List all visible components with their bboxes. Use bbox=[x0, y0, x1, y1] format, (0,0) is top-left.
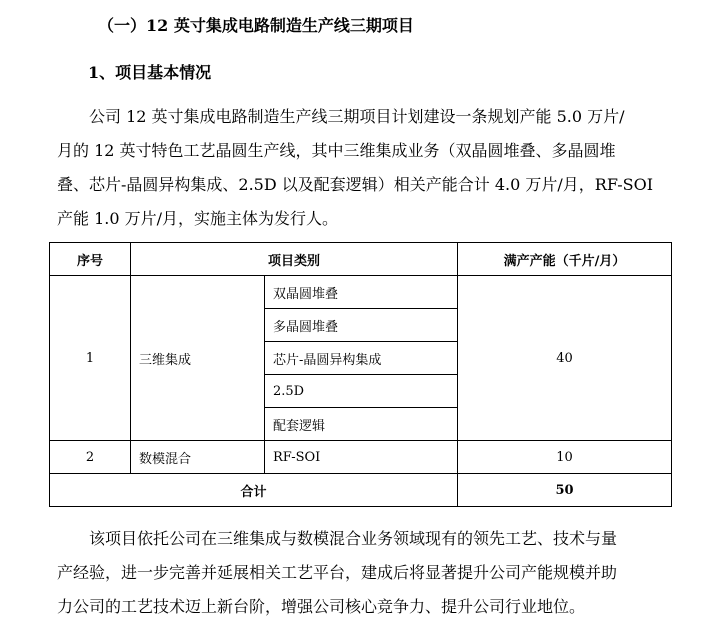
paragraph-line: 力公司的工艺技术迈上新台阶，增强公司核心竞争力、提升公司行业地位。 bbox=[57, 597, 586, 616]
project-description-paragraph bbox=[57, 100, 669, 236]
row-item: 双晶圆堆叠 bbox=[265, 276, 458, 309]
paragraph-line: 月的 12 英寸特色工艺晶圆生产线，其中三维集成业务（双晶圆堆叠、多晶圆堆 bbox=[57, 141, 616, 160]
table-row bbox=[50, 441, 672, 474]
paragraph-line: 产能 1.0 万片/月，实施主体为发行人。 bbox=[57, 209, 339, 228]
row-item: RF-SOI bbox=[265, 441, 458, 474]
section-title: （一）12 英寸集成电路制造生产线三期项目 bbox=[98, 16, 414, 35]
total-label: 合计 bbox=[50, 474, 458, 507]
paragraph-line: 叠、芯片-晶圆异构集成、2.5D 以及配套逻辑）相关产能合计 4.0 万片/月，RF-SOI bbox=[57, 175, 654, 194]
table-header-row bbox=[50, 243, 672, 276]
row-item: 多晶圆堆叠 bbox=[265, 309, 458, 342]
capacity-table bbox=[49, 242, 672, 507]
table-row bbox=[50, 276, 672, 309]
row-capacity: 40 bbox=[458, 276, 672, 441]
project-significance-paragraph bbox=[57, 522, 669, 624]
row-seq: 1 bbox=[50, 276, 131, 441]
total-capacity: 50 bbox=[458, 474, 672, 507]
row-item: 芯片-晶圆异构集成 bbox=[265, 342, 458, 375]
table-total-row bbox=[50, 474, 672, 507]
header-capacity: 满产产能（千片/月） bbox=[458, 243, 672, 276]
paragraph-line: 该项目依托公司在三维集成与数模混合业务领域现有的领先工艺、技术与量 bbox=[89, 529, 618, 548]
row-category: 数模混合 bbox=[131, 441, 265, 474]
header-seq: 序号 bbox=[50, 243, 131, 276]
row-item: 2.5D bbox=[265, 375, 458, 408]
paragraph-line: 公司 12 英寸集成电路制造生产线三期项目计划建设一条规划产能 5.0 万片/ bbox=[89, 107, 625, 126]
row-capacity: 10 bbox=[458, 441, 672, 474]
row-item: 配套逻辑 bbox=[265, 408, 458, 441]
header-category: 项目类别 bbox=[131, 243, 458, 276]
row-seq: 2 bbox=[50, 441, 131, 474]
row-category: 三维集成 bbox=[131, 276, 265, 441]
paragraph-line: 产经验，进一步完善并延展相关工艺平台，建成后将显著提升公司产能规模并助 bbox=[57, 563, 618, 582]
subsection-title: 1、项目基本情况 bbox=[88, 63, 212, 82]
